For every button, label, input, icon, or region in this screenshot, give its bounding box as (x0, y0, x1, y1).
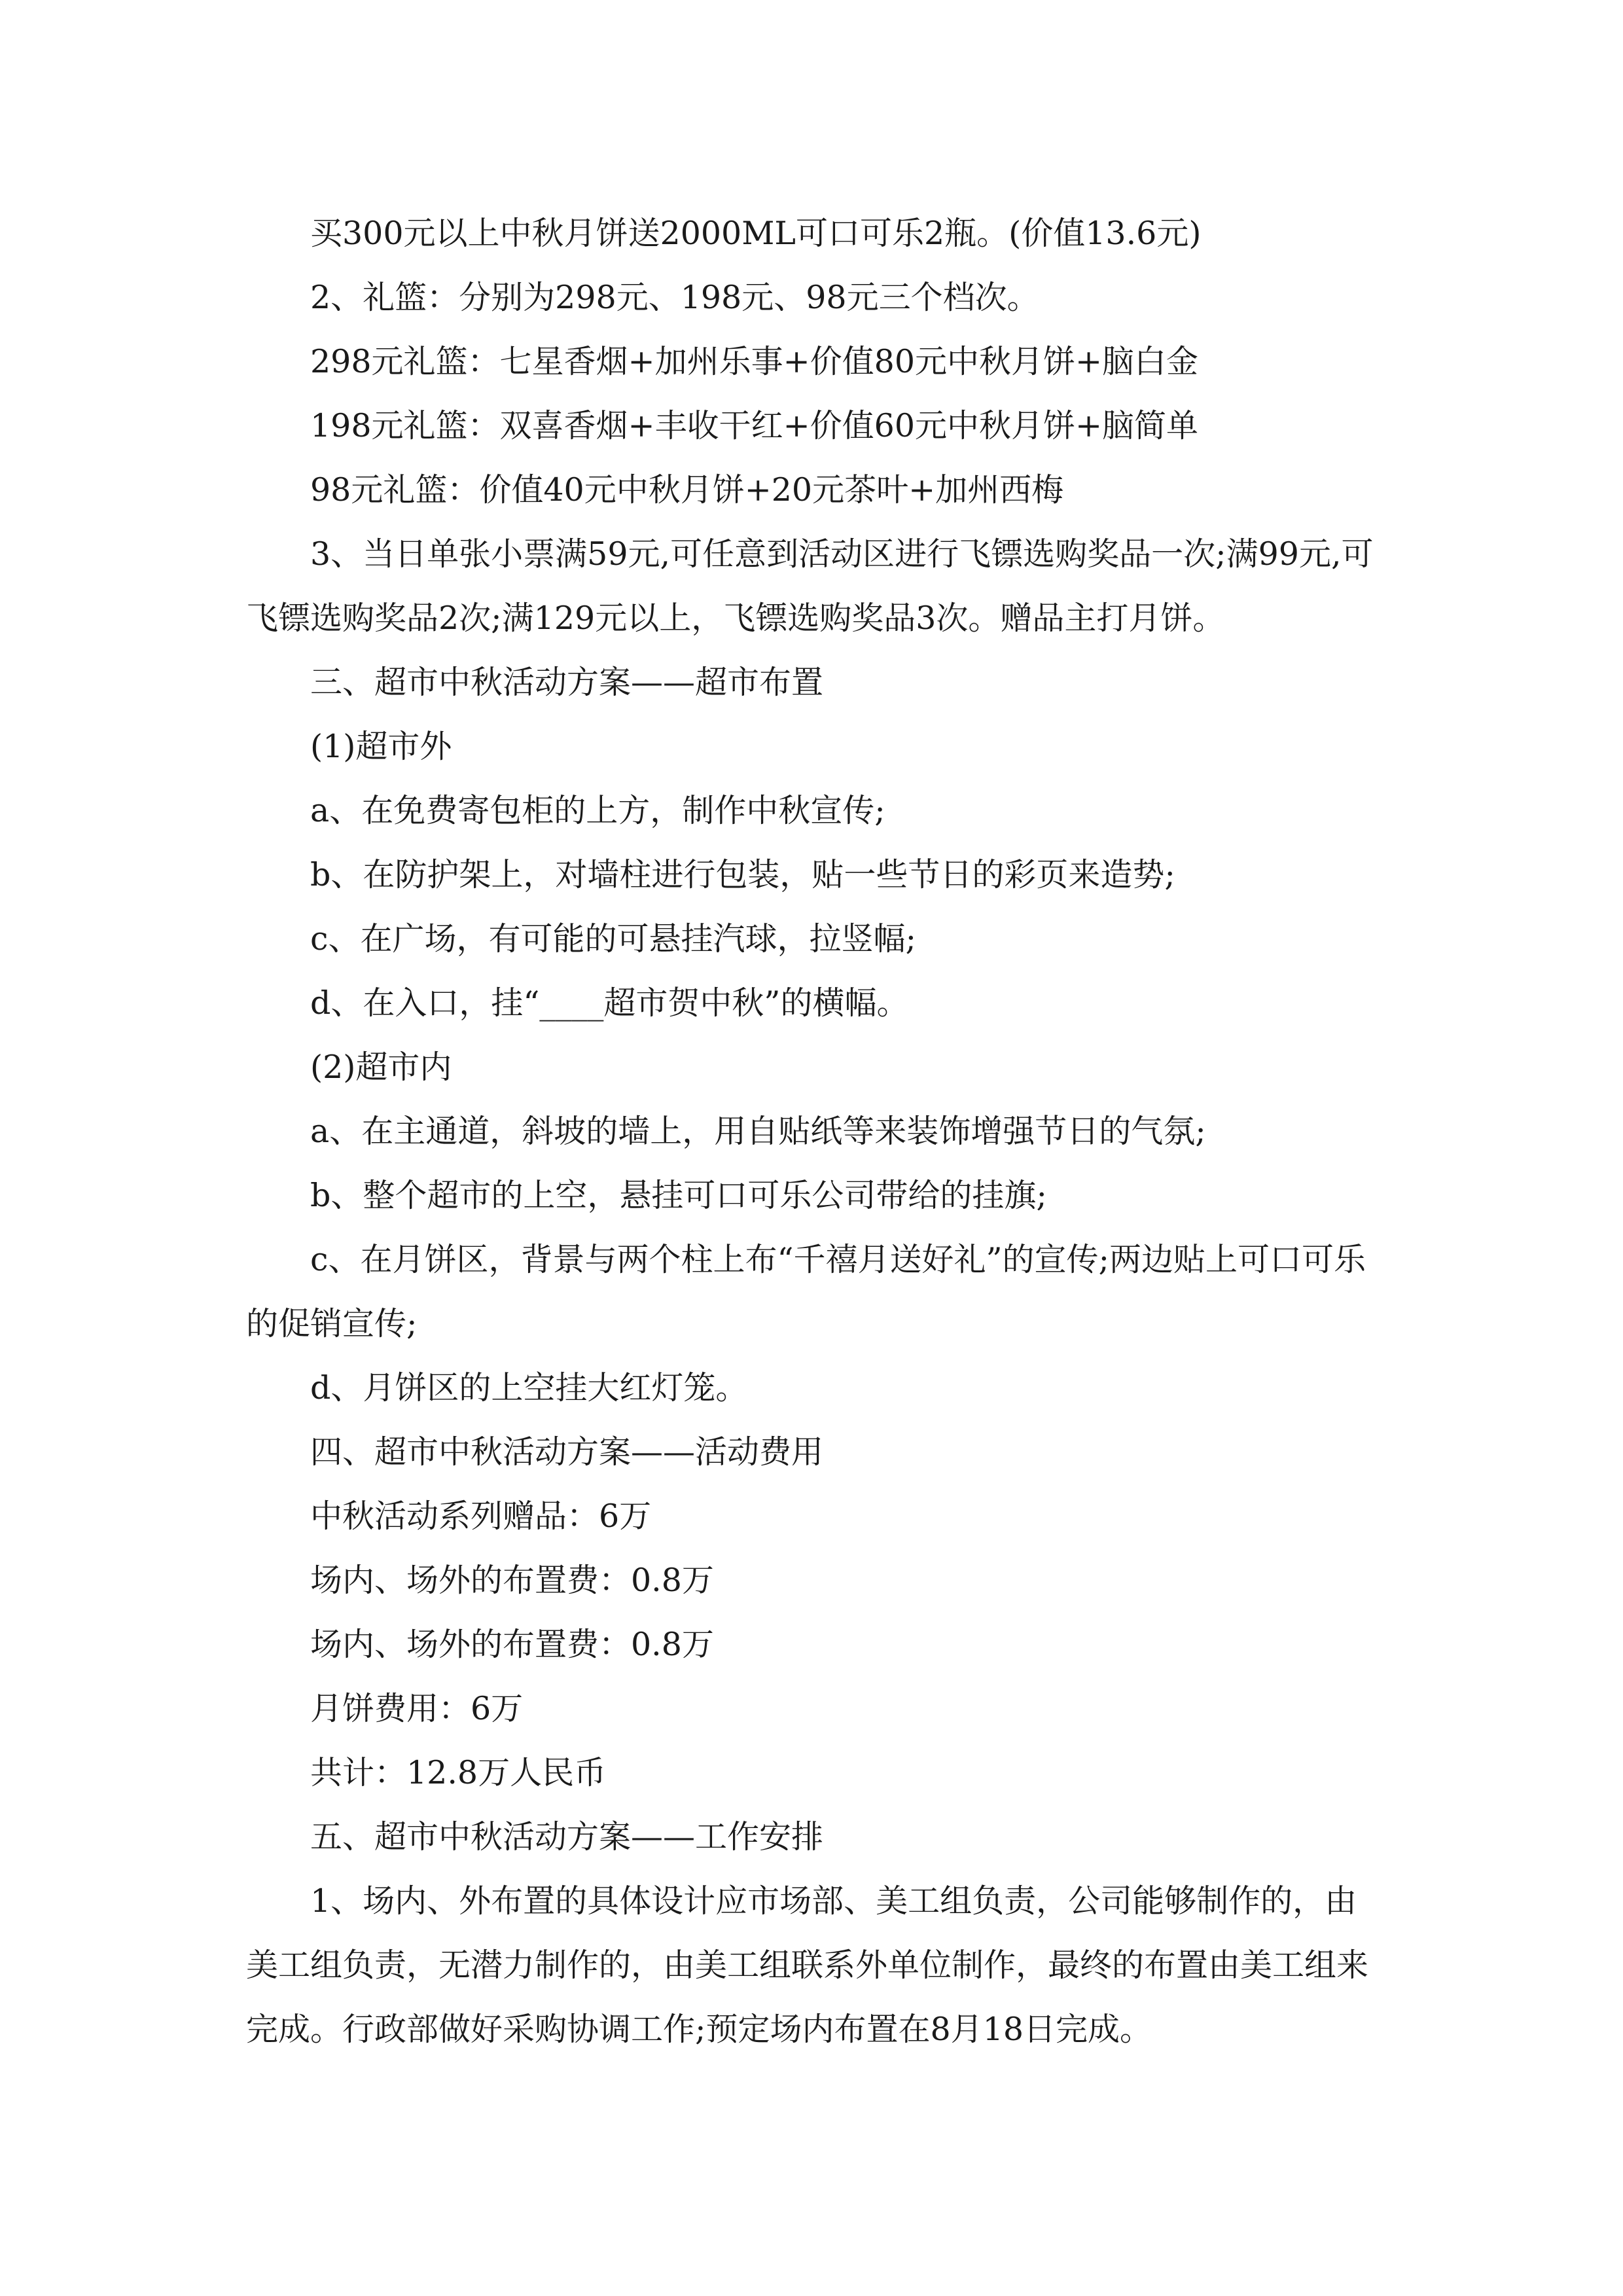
paragraph-work-plan-1: 1、场内、外布置的具体设计应市场部、美工组负责，公司能够制作的，由美工组负责，无潜力制作的，由美工组联系外单位制作，最终的布置由美工组来完成。行政部做好采购协调工作;预定场内布置在8月18日完成。 (246, 1882, 1369, 2048)
cost-layout-1: 场内、场外的布置费：0.8万 (310, 1562, 714, 1599)
cost-mooncakes: 月饼费用：6万 (310, 1690, 524, 1727)
paragraph-basket-98: 98元礼篮：价值40元中秋月饼+20元茶叶+加州西梅 (310, 471, 1064, 509)
cost-total: 共计：12.8万人民币 (310, 1754, 607, 1791)
list-item-outside-d: d、在入口，挂“____超市贺中秋”的横幅。 (310, 984, 909, 1022)
list-item-inside-c: c、在月饼区，背景与两个柱上布“千禧月送好礼”的宣传;两边贴上可口可乐的促销宣传; (246, 1241, 1366, 1342)
list-item-inside-a: a、在主通道，斜坡的墙上，用自贴纸等来装饰增强节日的气氛; (310, 1113, 1206, 1150)
subheading-inside: (2)超市内 (310, 1049, 452, 1086)
paragraph-basket-298: 298元礼篮：七星香烟+加州乐事+价值80元中秋月饼+脑白金 (310, 343, 1199, 380)
list-item-inside-b: b、整个超市的上空，悬挂可口可乐公司带给的挂旗; (310, 1177, 1047, 1214)
paragraph-dart-prize: 3、当日单张小票满59元,可任意到活动区进行飞镖选购奖品一次;满99元,可飞镖选购奖品2次;满129元以上，飞镖选购奖品3次。赠品主打月饼。 (246, 535, 1374, 637)
section-heading-work-plan: 五、超市中秋活动方案——工作安排 (310, 1818, 824, 1856)
list-item-outside-c: c、在广场，有可能的可悬挂汽球，拉竖幅; (310, 920, 916, 958)
section-heading-costs: 四、超市中秋活动方案——活动费用 (310, 1433, 824, 1471)
paragraph-basket-198: 198元礼篮：双喜香烟+丰收干红+价值60元中秋月饼+脑简单 (310, 407, 1199, 444)
cost-layout-2: 场内、场外的布置费：0.8万 (310, 1626, 714, 1663)
cost-gifts: 中秋活动系列赠品：6万 (310, 1498, 652, 1535)
paragraph-gift-cola: 买300元以上中秋月饼送2000ML可口可乐2瓶。(价值13.6元) (310, 215, 1202, 252)
list-item-outside-a: a、在免费寄包柜的上方，制作中秋宣传; (310, 792, 885, 829)
list-item-inside-d: d、月饼区的上空挂大红灯笼。 (310, 1369, 748, 1407)
paragraph-gift-basket-tiers: 2、礼篮：分别为298元、198元、98元三个档次。 (310, 279, 1039, 316)
document-body (246, 202, 1377, 2062)
subheading-outside: (1)超市外 (310, 728, 452, 765)
section-heading-layout: 三、超市中秋活动方案——超市布置 (310, 664, 824, 701)
list-item-outside-b: b、在防护架上，对墙柱进行包装，贴一些节日的彩页来造势; (310, 856, 1175, 893)
